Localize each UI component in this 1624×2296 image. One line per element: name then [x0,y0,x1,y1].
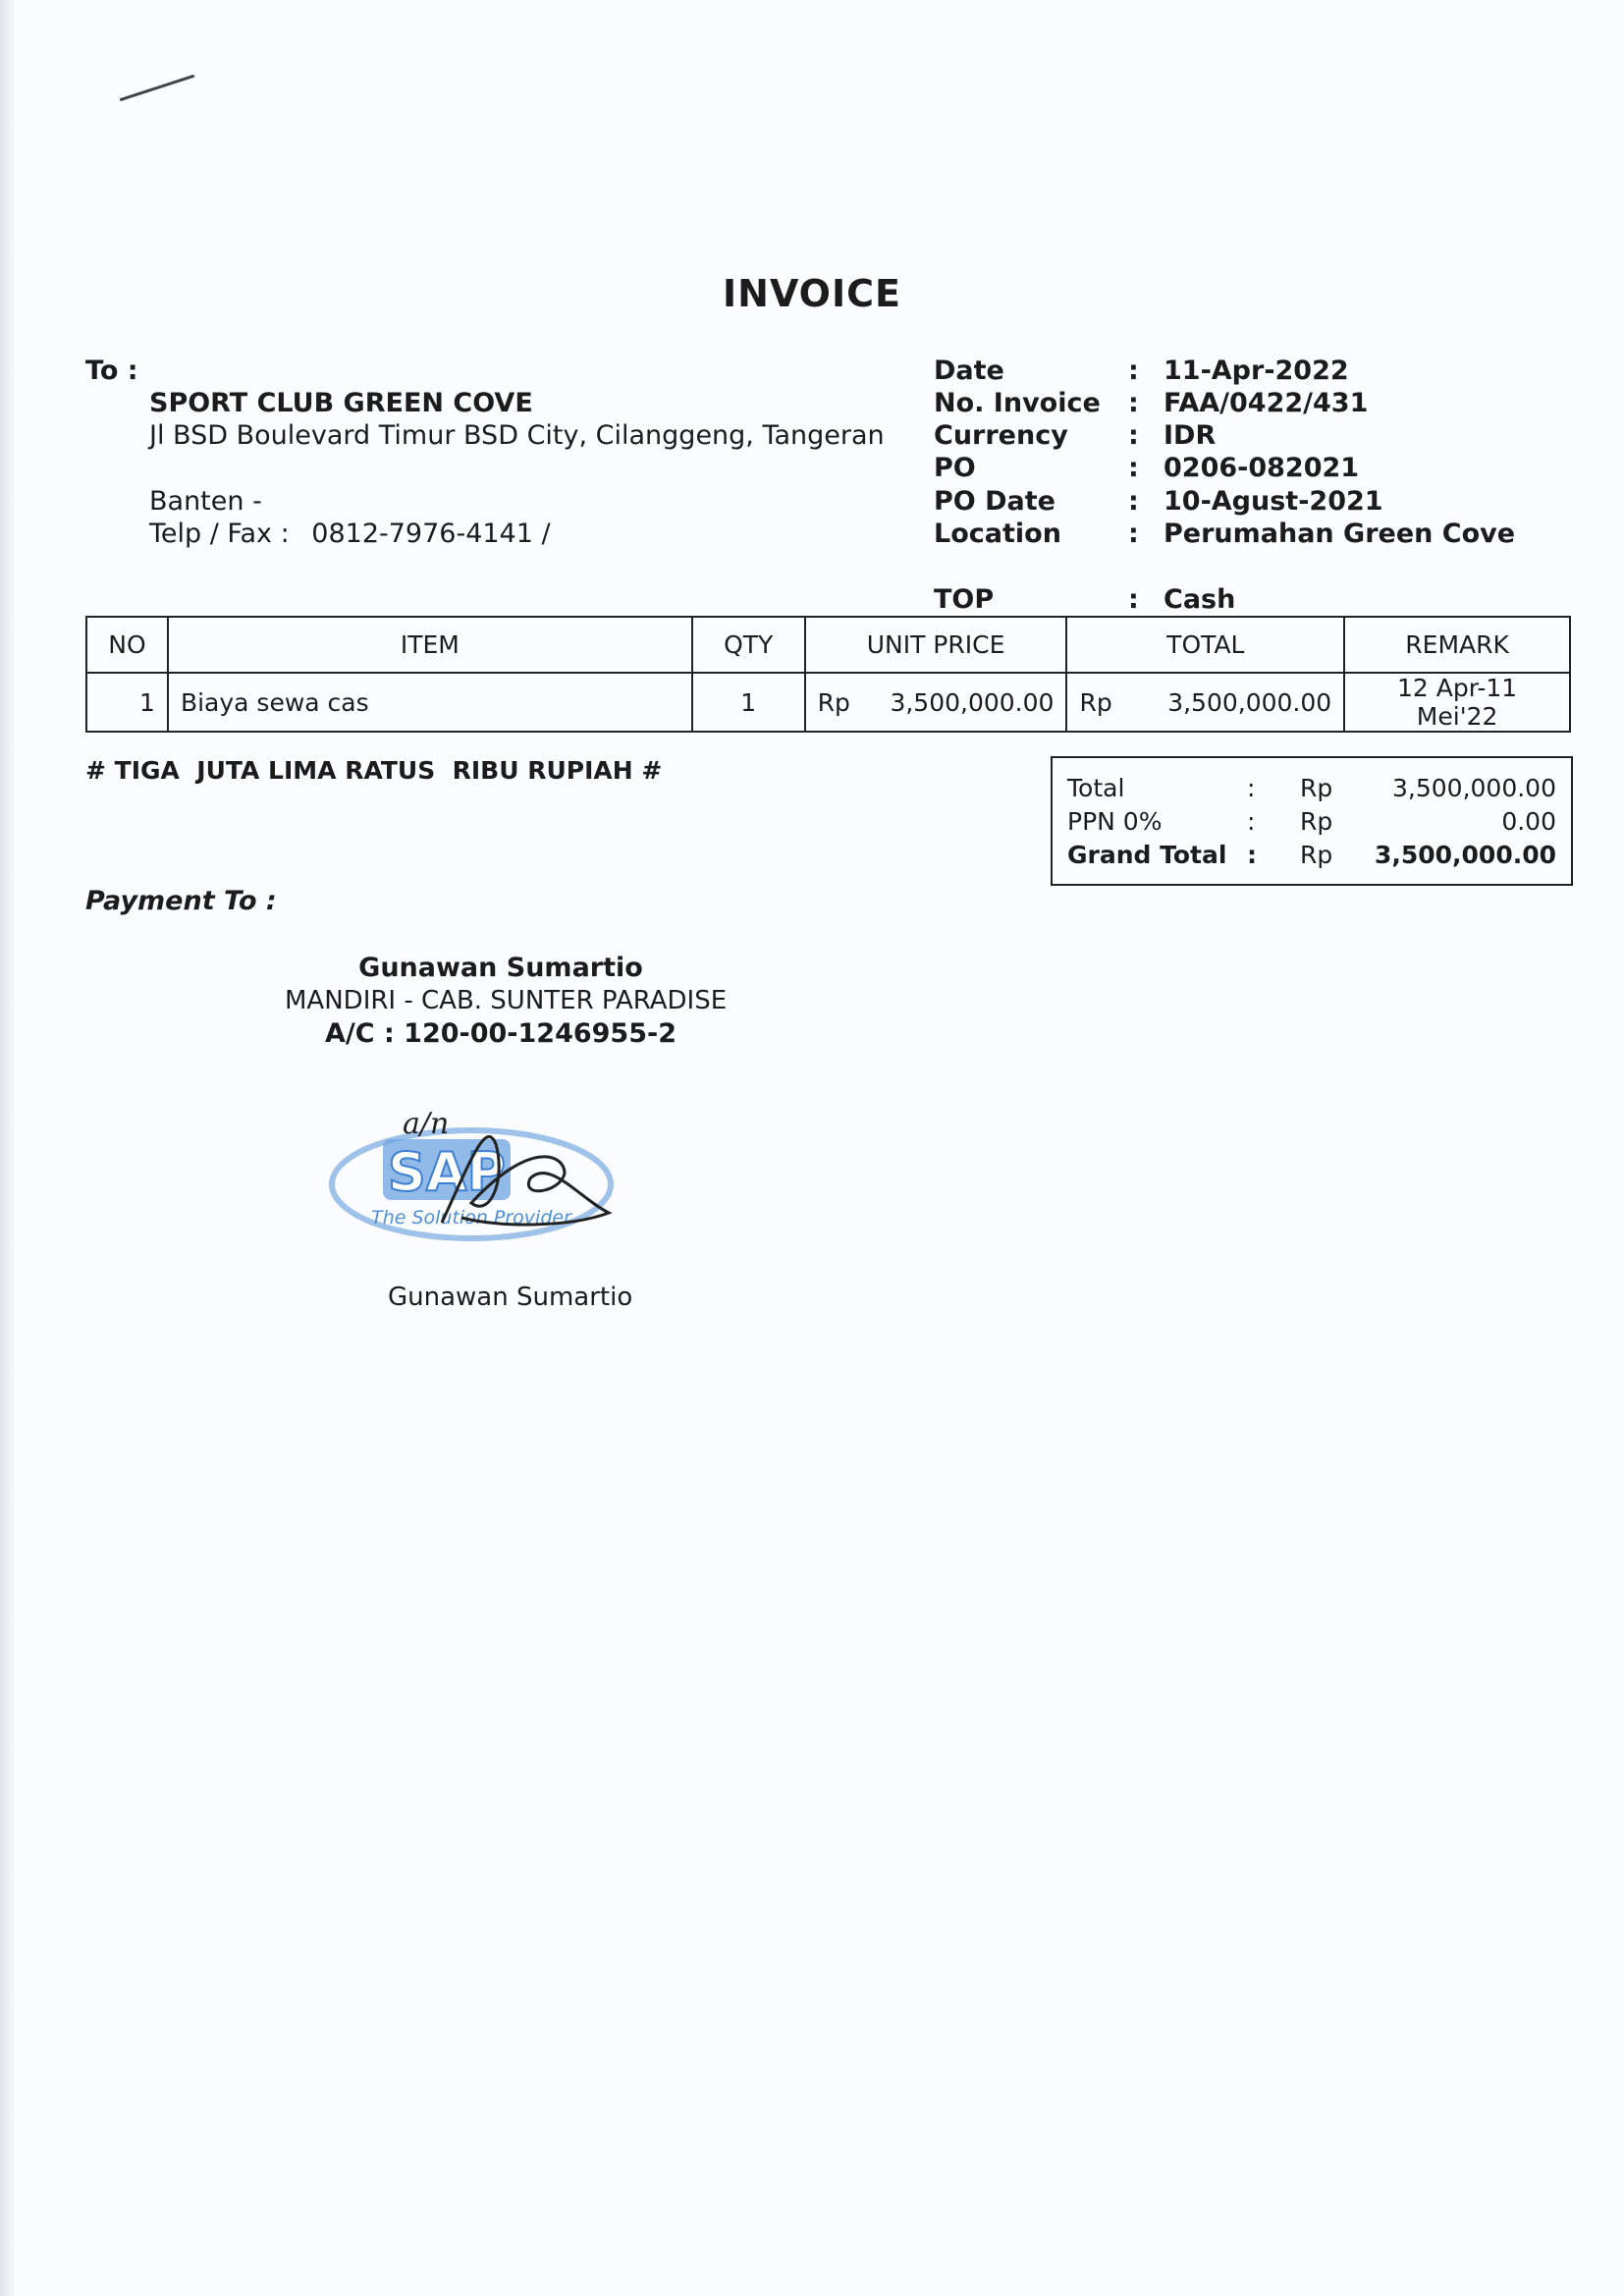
payment-label: Payment To : [85,886,277,916]
stamp-logo-text: SAP [387,1141,507,1203]
header-qty: QTY [692,617,805,673]
customer-telp [149,519,551,549]
telp-value: 0812-7976-4141 / [311,519,551,549]
header-total: TOTAL [1066,617,1344,673]
stamp-annotation: a/n [403,1107,450,1141]
row-no: 1 [86,673,168,732]
payment-account: A/C : 120-00-1246955-2 [324,1018,677,1049]
customer-name: SPORT CLUB GREEN COVE [149,388,533,418]
items-table [85,616,1571,733]
row-qty: 1 [692,673,805,732]
totals-row-grand-total: Grand Total : Rp 3,500,000.00 [1067,841,1556,869]
telp-label: Telp / Fax : [149,519,290,549]
payment-name: Gunawan Sumartio [358,953,643,983]
row-unit-price [805,673,1067,732]
customer-address-line1: Jl BSD Boulevard Timur BSD City, Cilanggeng, Tangeran [149,420,885,451]
amount-in-words: # TIGA JUTA LIMA RATUS RIBU RUPIAH # [85,756,663,785]
unit-price-value: 3,500,000.00 [890,687,1055,717]
header-remark: REMARK [1344,617,1570,673]
stamp-graphic [324,1100,619,1257]
total-currency: Rp [1079,687,1112,717]
header-item: ITEM [168,617,692,673]
stamp-tagline: The Solution Provider [371,1207,571,1229]
row-total [1066,673,1344,732]
table-header-row [86,617,1570,673]
totals-box [1051,756,1573,886]
table-row [86,673,1570,732]
header-no: NO [86,617,168,673]
company-stamp [324,1100,619,1257]
signatory-name: Gunawan Sumartio [388,1283,633,1312]
header-unit-price: UNIT PRICE [805,617,1067,673]
row-remark: 12 Apr-11 Mei'22 [1344,673,1570,732]
unit-currency: Rp [817,687,850,717]
to-label: To : [85,355,138,386]
scan-edge [0,0,16,2296]
total-value: 3,500,000.00 [1167,687,1332,717]
totals-row-ppn: PPN 0% : Rp 0.00 [1067,807,1556,836]
totals-row-total: Total : Rp 3,500,000.00 [1067,774,1556,802]
payment-bank: MANDIRI - CAB. SUNTER PARADISE [285,986,728,1015]
row-item: Biaya sewa cas [168,673,692,732]
invoice-title: INVOICE [723,272,901,315]
customer-address-line2: Banten - [149,486,262,517]
pen-mark [119,75,194,102]
